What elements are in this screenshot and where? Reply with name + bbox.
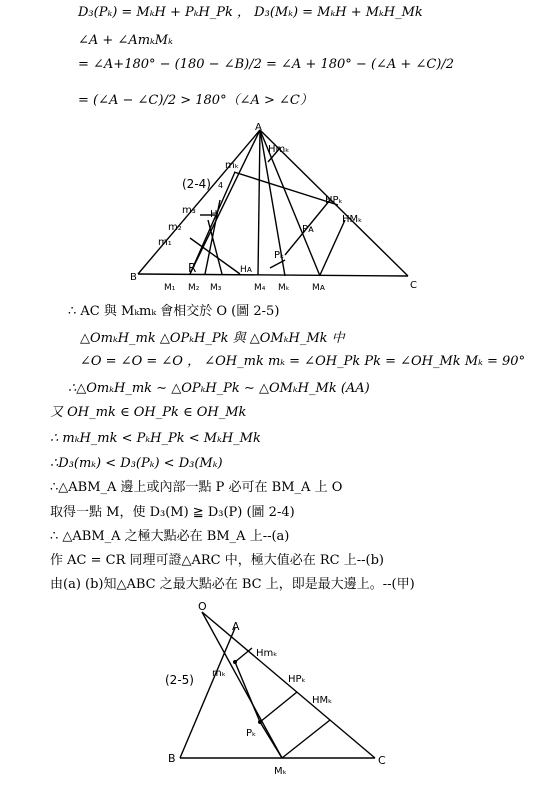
- text-line: ∴△ABM_A 邊上或內部一點 P 必可在 BM_A 上 O: [50, 480, 343, 495]
- label-B: B: [168, 752, 176, 765]
- proof-line-8: [50, 480, 342, 496]
- label-M3: M₃: [210, 283, 222, 293]
- proof-line-11: [50, 553, 384, 569]
- label-mk: mₖ: [225, 160, 239, 171]
- text-line: △OmₖH_mk △OPₖH_Pk 與 △OMₖH_Mk 中: [80, 331, 345, 346]
- label-Mk: Mₖ: [274, 766, 287, 777]
- label-m2: m₂: [168, 222, 182, 233]
- text-line: ∴△OmₖH_mk ∼ △OPₖH_Pk ∼ △OMₖH_Mk (AA): [68, 381, 370, 396]
- point-mk: [233, 660, 237, 664]
- label-C: C: [410, 280, 417, 291]
- text-line: ∴ mₖH_mk < PₖH_Pk < MₖH_Mk: [50, 431, 261, 446]
- proof-line-9: [50, 505, 295, 521]
- label-M2: M₂: [188, 283, 200, 293]
- proof-line-3: [80, 354, 525, 370]
- text-line: D₃(Pₖ) = MₖH + PₖH_Pk ， D₃(Mₖ) = MₖH + MₖH_Mk: [78, 5, 423, 20]
- proof-line-12: [50, 577, 415, 593]
- text-line: 作 AC = CR 同理可證△ARC 中，極大值必在 RC 上--(b): [50, 553, 384, 568]
- label-O: O: [198, 600, 207, 613]
- label-HMk: HMₖ: [312, 695, 333, 706]
- label-mk: mₖ: [212, 668, 226, 679]
- label-A: A: [232, 620, 240, 633]
- label-Pk: Pₖ: [246, 728, 257, 739]
- label-PA: Pᴀ: [302, 224, 314, 235]
- text-line: ∴ △ABM_A 之極大點必在 BM_A 上--(a): [50, 529, 290, 544]
- text-line: 由(a) (b)知△ABC 之最大點必在 BC 上，即是最大邊上。--(甲): [50, 577, 415, 592]
- text-line: ∴ AC 與 Mₖmₖ 會相交於 O (圖 2-5): [68, 304, 280, 319]
- label-m3: m₃: [182, 205, 196, 216]
- label-m4: 4: [218, 181, 224, 190]
- formula-d3-line: [78, 5, 423, 21]
- label-Mk: Mₖ: [278, 283, 290, 293]
- label-M1: M₁: [164, 283, 176, 293]
- text-line: 取得一點 M，使 D₃(M) ≧ D₃(P) (圖 2-4): [50, 505, 295, 520]
- label-B: B: [130, 272, 137, 283]
- label-Hmk: Hmₖ: [268, 144, 290, 155]
- proof-line-2: [80, 331, 345, 347]
- text-line: ∠A + ∠AmₖMₖ: [78, 33, 173, 48]
- label-HPk: HPₖ: [288, 674, 306, 685]
- text-line: = ∠A+180° − (180 − ∠B)/2 = ∠A + 180° − (∠A + ∠C)/2: [78, 57, 455, 72]
- proof-line-4: [68, 381, 370, 397]
- formula-angle-sum: [78, 33, 173, 49]
- proof-line-1: [68, 304, 279, 320]
- label-C: C: [378, 754, 386, 767]
- text-line: 又 OH_mk ∈ OH_Pk ∈ OH_Mk: [50, 405, 247, 420]
- figure-2-4: [130, 120, 420, 295]
- text-line: ∴D₃(mₖ) < D₃(Pₖ) < D₃(Mₖ): [50, 456, 223, 471]
- figure-2-5: [160, 600, 400, 790]
- formula-expand-line: [78, 57, 454, 73]
- label-HPk: HPₖ: [325, 195, 343, 206]
- figure-label: (2-5): [165, 673, 194, 687]
- label-M4: M₄: [254, 283, 266, 293]
- proof-line-7: [50, 456, 223, 472]
- text-line: ∠O = ∠O = ∠O ， ∠OH_mk mₖ = ∠OH_Pk Pk = ∠OH_Mk Mₖ = 90°: [80, 354, 526, 369]
- label-HMk: HMₖ: [342, 214, 363, 225]
- proof-line-10: [50, 529, 289, 545]
- label-A: A: [255, 122, 262, 133]
- label-H: H: [210, 209, 218, 220]
- label-Pk: Pₖ: [274, 250, 285, 261]
- proof-line-5: [50, 405, 246, 421]
- label-HA: Hᴀ: [240, 265, 253, 275]
- label-m1: m₁: [158, 237, 172, 248]
- label-MA: Mᴀ: [312, 283, 326, 293]
- point-Pk: [258, 720, 262, 724]
- figure-label: (2-4): [182, 177, 211, 191]
- proof-line-6: [50, 431, 261, 447]
- label-Hmk: Hmₖ: [256, 648, 278, 659]
- text-line: = (∠A − ∠C)/2 > 180°（∠A > ∠C）: [78, 93, 313, 108]
- label-R: R: [188, 261, 197, 275]
- formula-result-line: [78, 93, 313, 109]
